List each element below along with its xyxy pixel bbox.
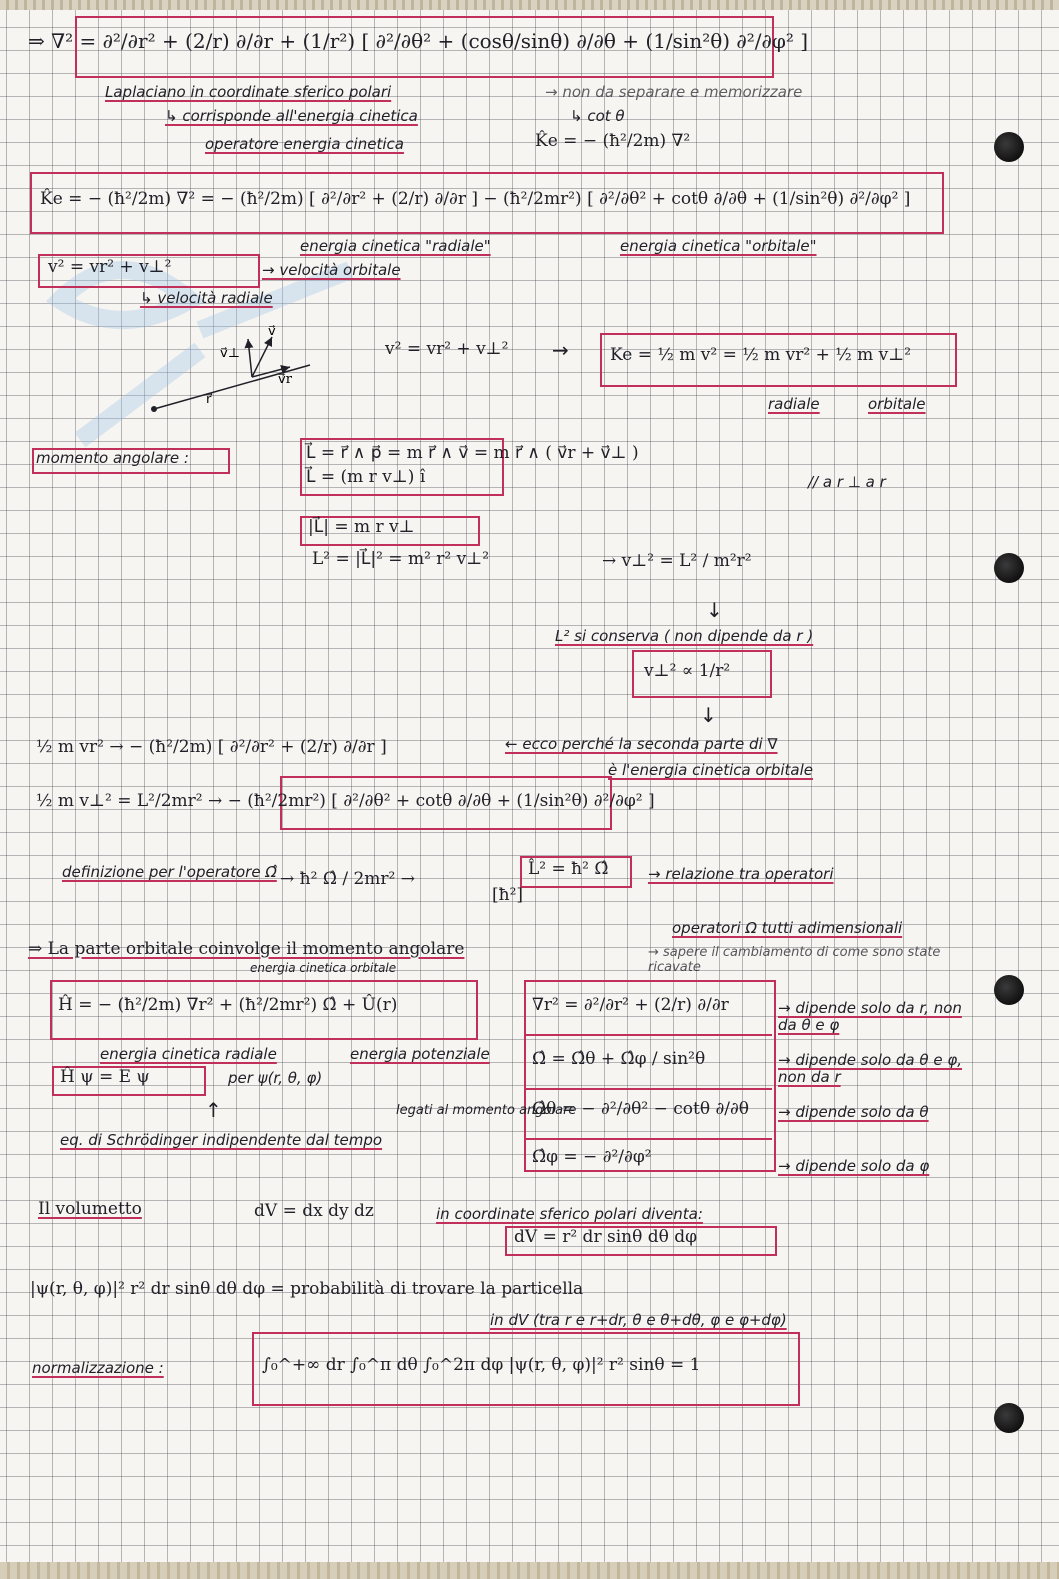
hamiltonian-formula: Ĥ = − (ħ²/2m) ∇r² + (ħ²/2mr²) Ω̂ + Û(r) [58, 995, 398, 1015]
label-orbital: orbitale [868, 395, 926, 413]
diagram-label-vperp: v⃗⊥ [220, 346, 240, 361]
label-orbital-kinetic-energy: energia cinetica orbitale [250, 961, 397, 975]
velocity-vector-diagram [140, 325, 320, 435]
note-theta-depends: → dipende solo da θ [778, 1103, 929, 1121]
arrow-down-icon: ↓ [700, 703, 717, 727]
probability-formula: |ψ(r, θ, φ)|² r² dr sinθ dθ dφ = probabilità di trovare la particella [30, 1279, 584, 1299]
arrow-down-icon: ↓ [706, 598, 723, 622]
note-kinetic-operator: operatore energia cinetica [205, 135, 404, 153]
omega-phi-formula: Ω̂φ = − ∂²/∂φ² [532, 1147, 652, 1167]
note-radial-depends: → dipende solo da r, non da θ e φ [778, 999, 962, 1035]
note-how-derived: → sapere il cambiamento di come sono state ricavate [648, 945, 941, 975]
note-cot-theta: ↳ cot θ [570, 107, 625, 125]
note-not-to-memorize: → non da separare e memorizzare [545, 83, 803, 101]
note-operator-relation: → relazione tra operatori [648, 865, 834, 883]
omega-theta-formula: Ω̂θ = − ∂²/∂θ² − cotθ ∂/∂θ [532, 1099, 750, 1119]
kinetic-operator-formula: K̂e = − (ħ²/2m) ∇² [535, 131, 691, 151]
note-kinetic-energy: ↳ corrisponde all'energia cinetica [165, 107, 418, 125]
orbital-correspondence-formula: ½ m v⊥² = L²/2mr² → − (ħ²/2mr²) [ ∂²/∂θ² + cotθ ∂/∂θ + (1/sin²θ) ∂²/∂φ² ] [36, 791, 655, 811]
divider [524, 1034, 772, 1036]
diagram-label-vr: v⃗r [278, 372, 292, 387]
arrow-up-icon: ↑ [205, 1098, 222, 1122]
vperp-squared-formula: → v⊥² = L² / m²r² [602, 551, 752, 571]
kinetic-split-formula: Ke = ½ m v² = ½ m vr² + ½ m v⊥² [610, 345, 912, 365]
note-second-part: ← ecco perché la seconda parte di ∇ [505, 735, 778, 753]
binder-hole [994, 1403, 1024, 1433]
note-parallel-perpendicular: // a r ⊥ a r [808, 473, 886, 491]
divider [524, 1138, 772, 1140]
diagram-label-v: v⃗ [268, 325, 276, 339]
divider [524, 1088, 772, 1090]
note-phi-depends: → dipende solo da φ [778, 1157, 930, 1175]
heading-volume: Il volumetto [38, 1199, 142, 1219]
note-orbital-kinetic: è l'energia cinetica orbitale [608, 761, 813, 779]
momentum-squared-formula: L² = |L⃗|² = m² r² v⊥² [312, 549, 490, 569]
label-radial-kinetic: energia cinetica "radiale" [300, 237, 491, 255]
label-radial-kinetic-energy: energia cinetica radiale [100, 1045, 277, 1063]
binder-hole [994, 975, 1024, 1005]
cartesian-volume-formula: dV = dx dy dz [254, 1201, 374, 1221]
note-probability-range: in dV (tra r e r+dr, θ e θ+dθ, φ e φ+dφ) [490, 1311, 787, 1329]
hbar-units: [ħ²] [492, 885, 524, 905]
note-omega-depends: → dipende solo da θ e φ, non da r [778, 1051, 962, 1087]
normalization-formula: ∫₀^+∞ dr ∫₀^π dθ ∫₀^2π dφ |ψ(r, θ, φ)|² r² sinθ = 1 [262, 1355, 701, 1375]
label-radial-velocity: ↳ velocità radiale [140, 289, 273, 307]
vperp-proportional-formula: v⊥² ∝ 1/r² [644, 661, 731, 681]
omega-definition-formula: → ħ² Ω̂ / 2mr² → [280, 869, 415, 889]
label-radial: radiale [768, 395, 820, 413]
operator-relation-formula: L̂² = ħ² Ω̂ [528, 859, 609, 879]
binder-hole [994, 132, 1024, 162]
velocity-sum-formula: v² = vr² + v⊥² [385, 339, 509, 359]
note-l2-conserved: L² si conserva ( non dipende da r ) [555, 627, 814, 645]
velocity-formula: v² = vr² + v⊥² [48, 257, 172, 277]
radial-correspondence-formula: ½ m vr² → − (ħ²/2m) [ ∂²/∂r² + (2/r) ∂/∂r ] [36, 737, 387, 757]
note-spherical-becomes: in coordinate sferico polari diventa: [436, 1205, 703, 1223]
note-schrodinger-time-independent: eq. di Schrödinger indipendente dal tempo [60, 1131, 383, 1149]
label-orbital-kinetic: energia cinetica "orbitale" [620, 237, 817, 255]
note-linked-angular: legati al momento angolare [396, 1103, 577, 1118]
note-laplacian-spherical: Laplaciano in coordinate sferico polari [105, 83, 392, 101]
note-omega-definition: definizione per l'operatore Ω̂ [62, 863, 277, 881]
angular-momentum-formula: L⃗ = r⃗ ∧ p⃗ = m r⃗ ∧ v⃗ = m r⃗ ∧ ( v⃗r + v⃗⊥ ) [306, 443, 639, 463]
label-angular-momentum: momento angolare : [36, 449, 189, 467]
arrow-icon: → [552, 338, 569, 362]
heading-orbital-angular: ⇒ La parte orbitale coinvolge il momento angolare [28, 939, 465, 959]
momentum-magnitude-formula: |L⃗| = m r v⊥ [308, 517, 415, 537]
radial-laplacian-formula: ∇r² = ∂²/∂r² + (2/r) ∂/∂r [532, 995, 729, 1015]
paper-bottom-edge [0, 1562, 1059, 1579]
kinetic-expansion-formula: K̂e = − (ħ²/2m) ∇² = − (ħ²/2m) [ ∂²/∂r² + (2/r) ∂/∂r ] − (ħ²/2mr²) [ ∂²/∂θ² + cotθ ∂/∂θ + (1/sin²θ) ∂²/∂φ² ] [40, 189, 911, 209]
note-psi-variables: per ψ(r, θ, φ) [228, 1069, 323, 1087]
angular-momentum-direction: L⃗ = (m r v⊥) î [306, 467, 426, 487]
omega-formula: Ω̂ = Ω̂θ + Ω̂φ / sin²θ [532, 1049, 706, 1069]
paper-top-edge [0, 0, 1059, 10]
note-dimensionless: operatori Ω tutti adimensionali [672, 919, 903, 937]
laplacian-formula: ⇒ ∇² = ∂²/∂r² + (2/r) ∂/∂r + (1/r²) [ ∂²/∂θ² + (cosθ/sinθ) ∂/∂θ + (1/sin²θ) ∂²/∂φ² ] [28, 29, 809, 53]
label-potential-energy: energia potenziale [350, 1045, 490, 1063]
label-orbital-velocity: → velocità orbitale [262, 261, 401, 279]
diagram-label-r: r⃗ [206, 392, 212, 407]
spherical-volume-formula: dV = r² dr sinθ dθ dφ [514, 1227, 698, 1247]
schrodinger-formula: Ĥ ψ = E ψ [60, 1067, 150, 1087]
label-normalization: normalizzazione : [32, 1359, 164, 1377]
binder-hole [994, 553, 1024, 583]
